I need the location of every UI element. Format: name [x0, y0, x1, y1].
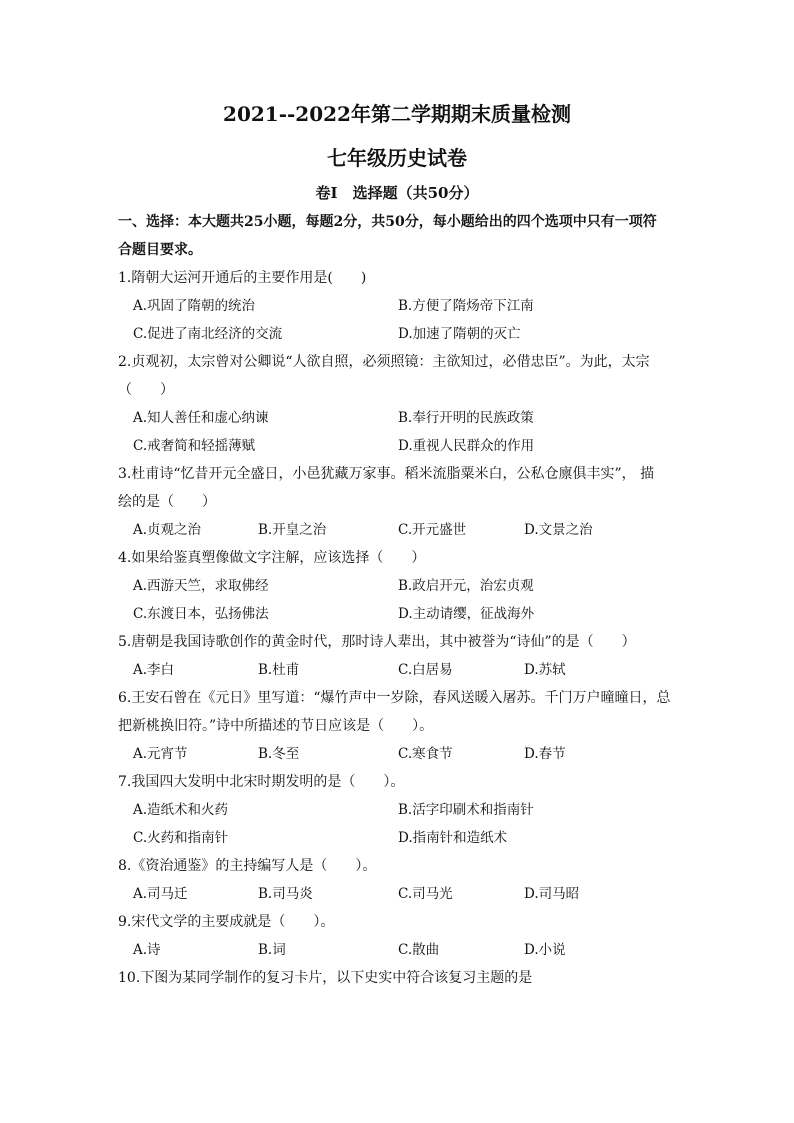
question-4-option-c: C.东渡日本，弘扬佛法	[133, 606, 269, 622]
exam-subtitle: 七年级历史试卷	[327, 146, 467, 170]
instructions-line-1: 一、选择：本大题共25小题，每题2分，共50分，每小题给出的四个选项中只有一项符	[118, 214, 657, 230]
question-5-stem: 5.唐朝是我国诗歌创作的黄金时代，那时诗人辈出，其中被誉为“诗仙”的是（ ）	[118, 634, 636, 650]
question-6-option-a: A.元宵节	[133, 746, 188, 762]
question-10-stem: 10.下图为某同学制作的复习卡片，以下史实中符合该复习主题的是	[118, 970, 533, 986]
question-4-option-b: B.政启开元，治宏贞观	[398, 578, 534, 594]
question-7-option-b: B.活字印刷术和指南针	[398, 802, 534, 818]
question-2-option-c: C.戒奢简和轻摇薄赋	[133, 438, 256, 454]
question-3-stem-cont: 绘的是（ ）	[118, 494, 216, 510]
question-2-stem: 2.贞观初，太宗曾对公卿说“人欲自照，必须照镜：主欲知过，必借忠臣”。为此，太宗	[118, 354, 650, 370]
question-9-option-d: D.小说	[524, 942, 566, 958]
question-3-stem: 3.杜甫诗“忆昔开元全盛日，小邑犹藏万家事。稻米流脂粟米白，公私仓廪俱丰实”， 描	[118, 466, 655, 482]
section-heading: 卷Ⅰ 选择题（共50分）	[315, 184, 479, 202]
exam-title: 2021--2022年第二学期期末质量检测	[223, 102, 571, 126]
question-9-option-c: C.散曲	[398, 942, 440, 958]
question-7-option-d: D.指南针和造纸术	[398, 830, 508, 846]
question-1-option-a: A.巩固了隋朝的统治	[133, 298, 256, 314]
question-9-option-a: A.诗	[133, 942, 161, 958]
question-2-stem-cont: （ ）	[118, 382, 174, 398]
question-3-option-d: D.文景之治	[524, 522, 593, 538]
question-8-stem: 8.《资治通鉴》的主持编写人是（ ）。	[118, 858, 377, 874]
question-2-option-a: A.知人善任和虚心纳谏	[133, 410, 269, 426]
question-1-option-b: B.方便了隋炀帝下江南	[398, 298, 534, 314]
question-4-stem: 4.如果给鉴真塑像做文字注解，应该选择（ ）	[118, 550, 426, 566]
question-2-option-b: B.奉行开明的民族政策	[398, 410, 534, 426]
question-4-option-a: A.西游天竺，求取佛经	[133, 578, 269, 594]
question-4-option-d: D.主动请缨，征战海外	[398, 606, 535, 622]
question-7-option-a: A.造纸术和火药	[133, 802, 229, 818]
question-9-stem: 9.宋代文学的主要成就是（ ）。	[118, 914, 335, 930]
question-7-stem: 7.我国四大发明中北宋时期发明的是（ ）。	[118, 774, 405, 790]
question-2-option-d: D.重视人民群众的作用	[398, 438, 535, 454]
instructions-line-2: 合题目要求。	[118, 242, 202, 258]
question-1-stem: 1.隋朝大运河开通后的主要作用是( )	[118, 270, 367, 286]
question-3-option-a: A.贞观之治	[133, 522, 202, 538]
question-8-option-c: C.司马光	[398, 886, 453, 902]
question-1-option-c: C.促进了南北经济的交流	[133, 326, 283, 342]
question-5-option-b: B.杜甫	[258, 662, 300, 678]
question-6-option-c: C.寒食节	[398, 746, 453, 762]
question-8-option-a: A.司马迁	[133, 886, 188, 902]
question-5-option-c: C.白居易	[398, 662, 453, 678]
question-1-option-d: D.加速了隋朝的灭亡	[398, 326, 521, 342]
question-6-option-b: B.冬至	[258, 746, 300, 762]
question-6-stem: 6.王安石曾在《元日》里写道：“爆竹声中一岁除，春风送暖入屠苏。千门万户曈曈日，总	[118, 690, 671, 706]
question-6-stem-cont: 把新桃换旧符。”诗中所描述的节日应该是（ ）。	[118, 718, 434, 734]
question-3-option-b: B.开皇之治	[258, 522, 327, 538]
question-5-option-a: A.李白	[133, 662, 175, 678]
question-9-option-b: B.词	[258, 942, 286, 958]
question-8-option-b: B.司马炎	[258, 886, 313, 902]
question-8-option-d: D.司马昭	[524, 886, 580, 902]
question-5-option-d: D.苏轼	[524, 662, 566, 678]
question-7-option-c: C.火药和指南针	[133, 830, 229, 846]
question-6-option-d: D.春节	[524, 746, 566, 762]
question-3-option-c: C.开元盛世	[398, 522, 467, 538]
